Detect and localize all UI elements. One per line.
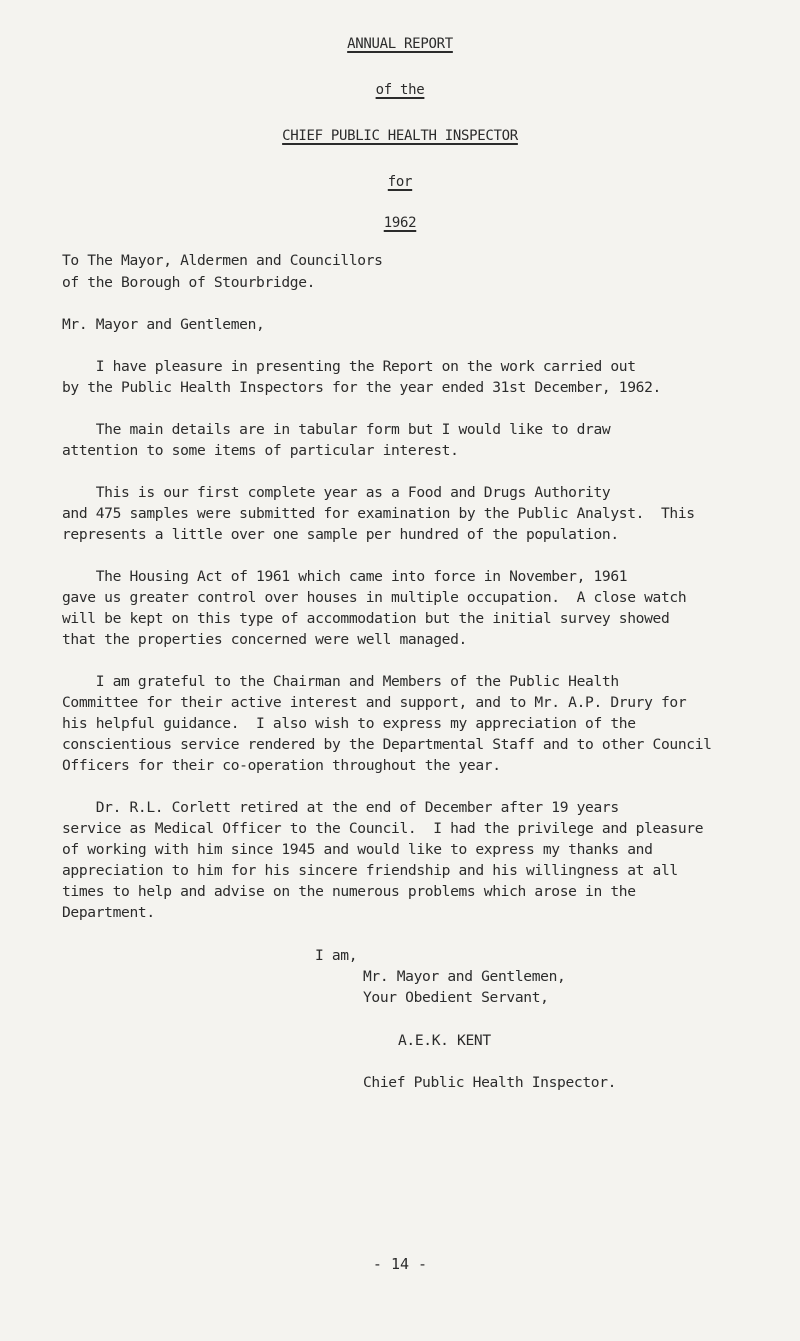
report-heading-chief-inspector: CHIEF PUBLIC HEALTH INSPECTOR [282,128,518,144]
salutation: Mr. Mayor and Gentlemen, [62,316,265,333]
paragraph-intro: I have pleasure in presenting the Report on the work carried out by the Public Health Inspectors for the year ended 31st December, 1962. [62,358,661,396]
paragraph-housing-act: The Housing Act of 1961 which came into force in November, 1961 gave us greater control over houses in multiple occupation. A close watch will be kept on this type of accommodation but the initial survey showed that the properties concerned were well managed. [62,568,687,648]
paragraph-thanks: I am grateful to the Chairman and Members of the Public Health Committee for their active interest and support, and to Mr. A.P. Drury for his helpful guidance. I also wish to express my appreciation of the conscientious service rendered by the Departmental Staff and to other Council Officers for their co-operation throughout the year. [62,673,712,774]
report-heading-year: 1962 [383,215,417,231]
closing-servant: Your Obedient Servant, [363,989,549,1006]
address-line-2: of the Borough of Stourbridge. [62,274,316,291]
closing-i-am: I am, [315,947,358,964]
paragraph-details: The main details are in tabular form but I would like to draw attention to some items of particular interest. [62,421,611,459]
signatory-title: Chief Public Health Inspector. [363,1074,617,1091]
signatory-name: A.E.K. KENT [398,1032,491,1049]
page-number: - 14 - [372,1255,428,1273]
report-heading-of-the: of the [375,82,425,98]
report-heading-for: for [387,174,413,190]
paragraph-retirement: Dr. R.L. Corlett retired at the end of December after 19 years service as Medical Officer to the Council. I had the privilege and pleasure of working with him since 1945 and would like to express my thanks and appreciation to him for his sincere friendship and his willingness at all times to help and advise on the numerous problems which arose in the Department. [62,799,704,921]
address-line-1: To The Mayor, Aldermen and Councillors [62,252,383,269]
paragraph-food-drugs: This is our first complete year as a Food and Drugs Authority and 475 samples were submitted for examination by the Public Analyst. This represents a little over one sample per hundred of the population. [62,484,695,543]
closing-address: Mr. Mayor and Gentlemen, [363,968,566,985]
report-heading-annual: ANNUAL REPORT [347,36,453,52]
